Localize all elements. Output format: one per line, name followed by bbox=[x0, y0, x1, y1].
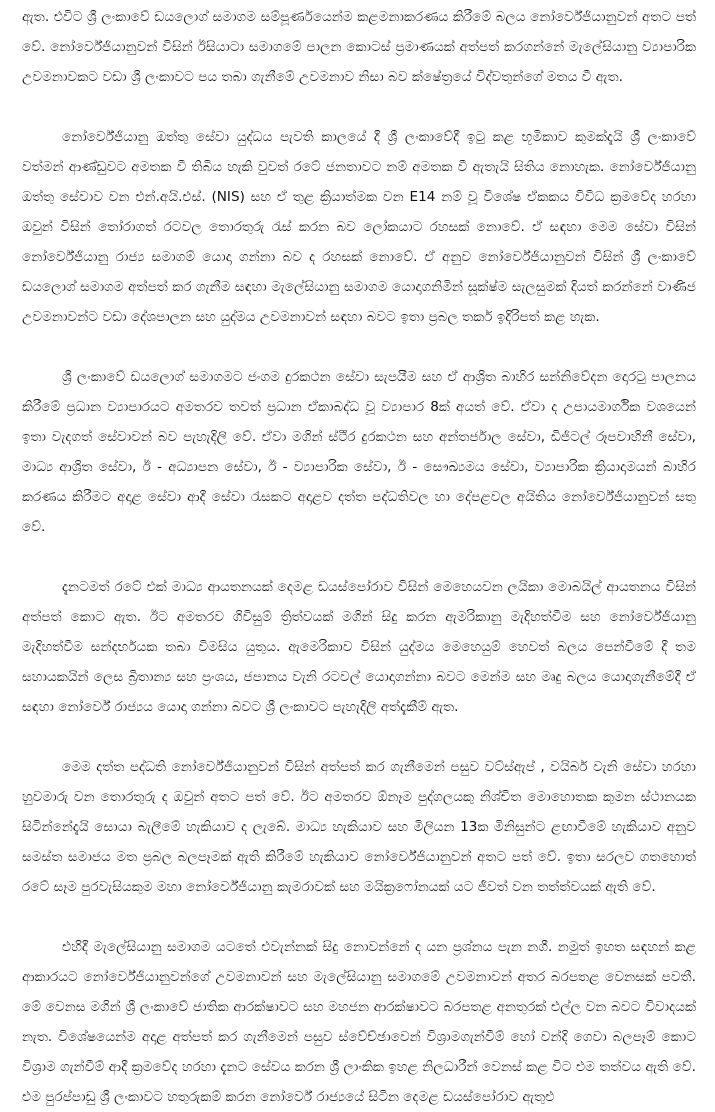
paragraph-5: මෙම දත්ත පද්ධති නෝර්වේජියානුවන් විසින් අත්පත් කර ගැනීමෙන් පසුව වට්ස්ඇප් , වයිබර් වැනි සේවා හරහා හුවමාරු වන තොරතුරු ද ඔවුන් අතට පත් වේ. ඊට අමතරව ඕනෑම පුද්ගලයකු නිශ්චිත මොහොතක කුමන ස්ථානයක සිටින්නේදැයි සොයා බැලීමේ හැකියාව ද ලැබේ. මාධ්‍ය හැකියාව සහ මිලියන 13ක මිනිසුන්ට ළඟාවීමේ හැකියාව අනුව සමස්ත සමාජය මත ප්‍රබල බලපෑමක් ඇති කිරීමේ හැකියාව නෝර්වේජියානුවන් අතට පත් වේ. ඉතා සරලව ගතහොත් රටේ සෑම පුරවැසියකුම මහා නෝර්වේජියානු කැමරාවක් සහ මයික්‍රෆෝනයක් යට ජීවත් වන තත්ත්වයක් ඇති වේ. bbox=[22, 759, 696, 895]
paragraph-4: දැනටමත් රටේ එක් මාධ්‍ය ආයතනයක් දෙමළ ඩයස්පෝරාව විසින් මෙහෙයවන ලයිකා මොබයිල් ආයතනය විසින් අත්පත් කොට ඇත. ඊට අමතරව ගිවිසුම් ත්‍රිත්වයක් මගින් සිදු කරන ඇමරිකානු මැදිහත්වීම සහ නෝර්වේජියානු මැදිහත්වීම සන්දර්භයක තබා විමසිය යුතුය. ඇමෙරිකාව විසින් යුද්මය මෙහෙයුම් හෙවත් බලය පෙන්වීමේ දී තම සහායකයින් ලෙස බ්‍රිතාන්‍ය සහ ප්‍රංශය, ජපානය වැනි රටවල් යොදාගන්නා බවට මෙන්ම සහ මෘදු බලය යොදාගැනීමේදී ඒ සඳහා නෝර්වේ රාජ්‍යය යොදා ගන්නා බවට ශ්‍රී ලංකාවට පැහැදිලි අත්දැකීම් ඇත. bbox=[22, 579, 696, 715]
paragraph-6: එහිදී මැලේසියානු සමාගම යටතේ එවැන්නක් සිදු නොවන්නේ ද යන ප්‍රශ්නය පැන නගී. නමුත් ඉහත සඳහන් කළ ආකාරයට නෝර්වේජියානුවන්ගේ උවමනාවන් සහ මැලේසියානු සමාගමේ උවමනාවන් අතර බරපතළ වෙනසක් පවතී. මේ වෙනස මගින් ශ්‍රී ලංකාවේ ජාතික ආරක්ෂාවට සහ මහජන ආරක්ෂාවට බරපතළ අනතුරක් එල්ල වන බවට විවාදයක් නැත. විශේෂයෙන්ම අදාළ අත්පත් කර ගැනීමෙන් පසුව ස්වේච්ඡාවෙන් විශ්‍රාමගැන්වීම් හෝ වන්දි ගෙවා බලපෑම් කොට විශ්‍රාම ගැන්වීම් ආදී ක්‍රමවේද හරහා දැනට සේවය කරන ශ්‍රී ලාංකික ඉහළ නිලධාරීන් වෙනස් කළ විට එම තත්වය ඇති වේ. එම පුරප්පාඩු ශ්‍රී ලංකාවට හතුරුකම් කරන නෝර්වේ රාජ්‍යයේ සිටින දෙමළ ඩයස්පෝරාව ඇතුළු bbox=[22, 939, 696, 1105]
paragraph-1: ඇත. එවිට ශ්‍රී ලංකාවේ ඩයලොග් සමාගම සම්පූර්ණයෙන්ම කළමනාකරණය කිරීමේ බලය නෝර්වේජියානුවන් අතට පත් වේ. නෝර්වේජියානුවන් විසින් ඊසියාටා සමාගමේ පාලන කොටස් ප්‍රමාණයක් අත්පත් කරගන්නේ මැලේසියානු ව්‍යාපාරික උවමනාවකට වඩා ශ්‍රී ලංකාවට පය තබා ගැනීමේ උවමනාව නිසා බව ක්ෂේත්‍රයේ විද්වතුන්ගේ මතය වී ඇත. bbox=[22, 9, 696, 85]
document-body bbox=[22, 2, 696, 1112]
paragraph-3: ශ්‍රී ලංකාවේ ඩයලොග් සමාගමට ජංගම දුරකථන සේවා සැපයීම සහ ඒ ආශ්‍රිත බාහිර සන්නිවේදන දොරටු පාලනය කිරීමේ ප්‍රධාන ව්‍යාපාරයට අමතරව තවත් ප්‍රධාන ඒකාබද්ධ වූ ව්‍යාපාර 8ක් අයත් වේ. ඒවා ද උපායමාර්ගික වශයෙන් ඉතා වැදගත් සේවාවන් බව පැහැදිලි වේ. ඒවා මගින් ස්ථිර දුරකථන සහ අන්තර්ජාල සේවා, ඩිජිටල් රූපවාහිනී සේවා, මාධ්‍ය ආශ්‍රිත සේවා, ඊ - අධ්‍යාපන සේවා, ඊ - ව්‍යාපාරික සේවා, ඊ - සෞඛ්‍යමය සේවා, ව්‍යාපාරික ක්‍රියාදාමයන් බාහිර කරණය කිරීමට අදාළ සේවා ආදී සේවා රැසකට අදාළව දත්ත පද්ධතිවල හා දේපළවල අයිතිය නෝර්වේජියානුවන් සතු වේ. bbox=[22, 369, 696, 535]
paragraph-2: නෝර්වේජියානු ඔත්තු සේවා යුද්ධය පැවති කාලයේ දී ශ්‍රී ලංකාවේදී ඉටු කළ භූමිකාව කුමක්දැයි ශ්‍රී ලංකාවේ වත්මන් ආණ්ඩුවට අමතක වී තිබිය හැකි වුවත් රටේ ජනතාවට නම් අමතක වී ඇතැයි සිතිය නොහැක. නෝර්වේජියානු ඔත්තු සේවාව වන එන්.අයි.එස්. (NIS) සහ ඒ තුළ ක්‍රියාත්මක වන E14 නම් වූ විශේෂ ඒකකය විවිධ ක්‍රමවේද හරහා ඔවුන් විසින් තෝරාගත් රටවල තොරතුරු රැස් කරන බව ලෝකයාට රහසක් නොවේ. ඒ සඳහා මෙම සේවා විසින් නෝර්වේජියානු රාජ්‍ය සමාගම් යොදා ගන්නා බව ද රහසක් නොවේ. ඒ අනුව නෝර්වේජියානුවන් විසින් ශ්‍රී ලංකාවේ ඩයලොග් සමාගම අත්පත් කර ගැනීම සඳහා මැලේසියානු සමාගම යොදාගනිමින් සූක්ෂ්ම සැලසුමක් දියත් කරන්නේ වාණිජ උවමනාවන්ට වඩා දේශපාලන සහ යුද්මය උවමනාවන් සඳහා බවට ඉතා ප්‍රබල තර්ක ඉදිරිපත් කළ හැක. bbox=[22, 129, 696, 325]
